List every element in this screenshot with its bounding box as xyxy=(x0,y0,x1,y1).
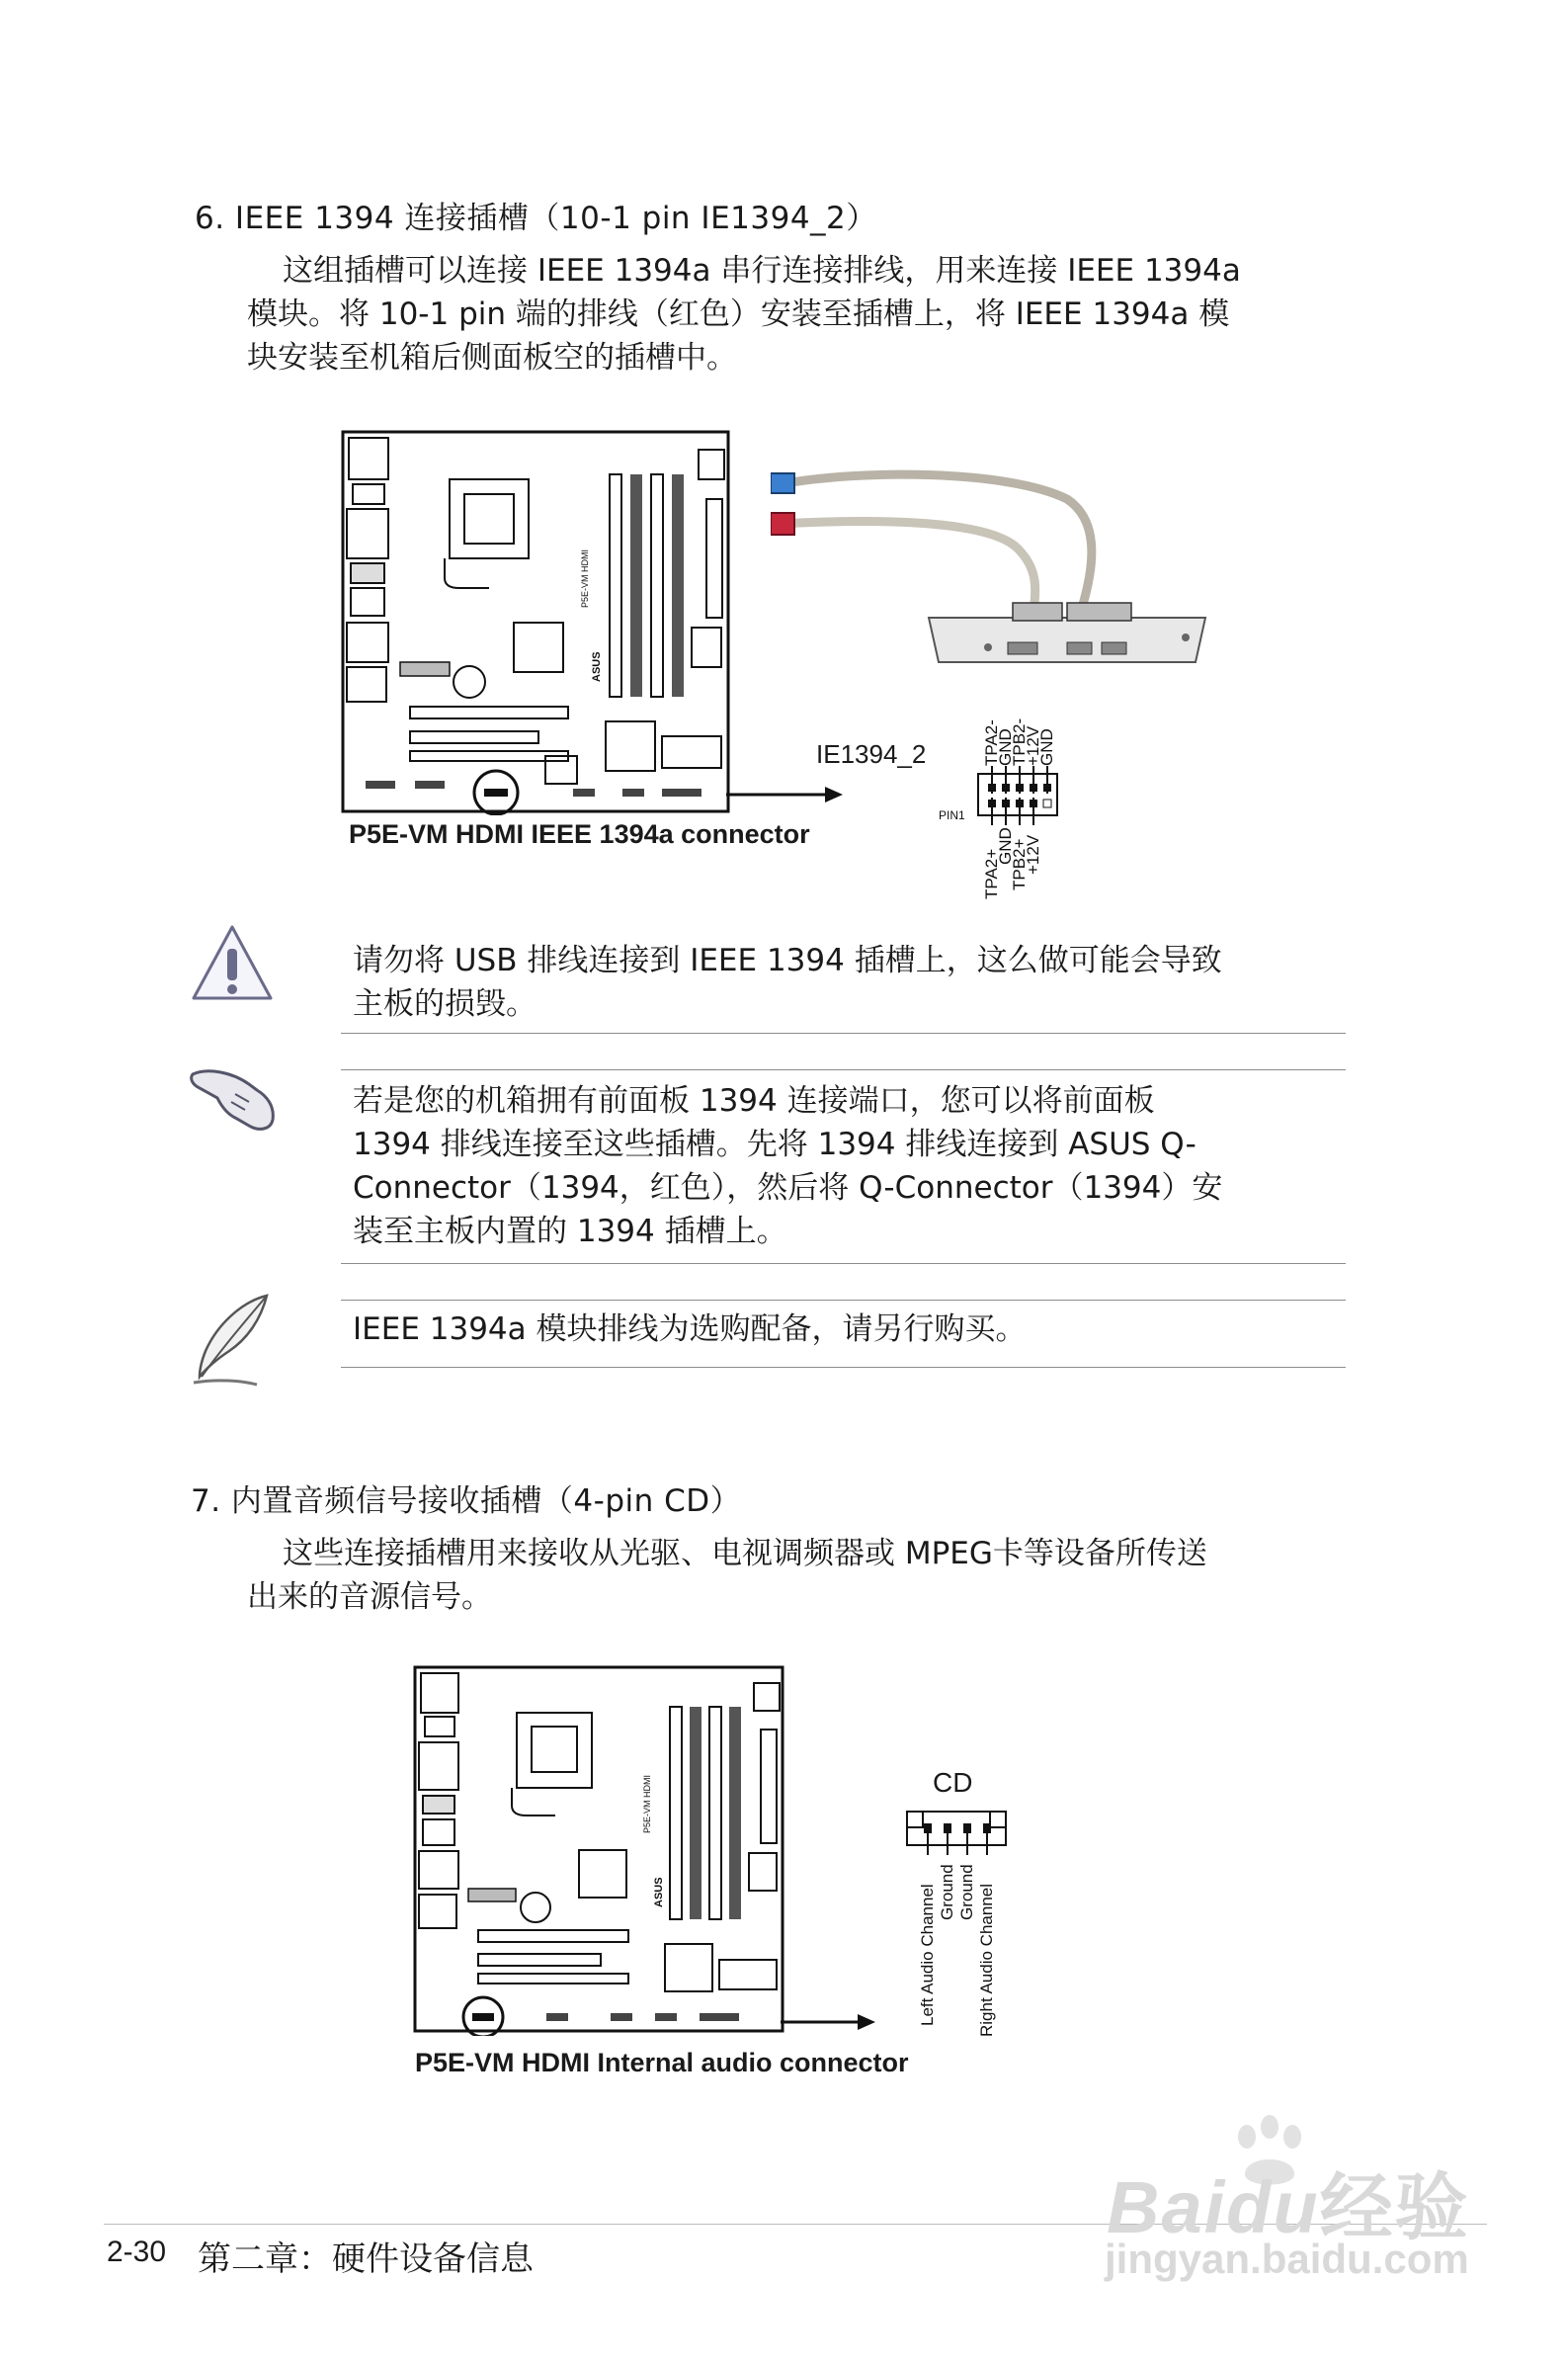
divider xyxy=(341,1033,1346,1034)
motherboard-diagram-audio xyxy=(413,1665,788,2036)
watermark-brand: Bai xyxy=(1107,2166,1227,2248)
section-6-figure-caption: P5E-VM HDMI IEEE 1394a connector xyxy=(349,819,810,849)
tip-line: 若是您的机箱拥有前面板 1394 连接端口，您可以将前面板 xyxy=(353,1083,1155,1119)
cd-pin-label: Left Audio Channel xyxy=(918,1884,937,2026)
warning-triangle-icon xyxy=(188,919,277,1008)
red-cable-plug xyxy=(771,513,794,535)
pin-label-top: GND xyxy=(996,728,1015,766)
warning-note xyxy=(353,939,1346,1026)
connector-name-ie1394: IE1394_2 xyxy=(816,739,927,769)
ie1394-header-highlight xyxy=(484,789,508,797)
cd-pinout-diagram xyxy=(889,1804,1047,2041)
section-7-paragraph xyxy=(247,1532,1363,1619)
board-brand-label: ASUS xyxy=(591,651,603,682)
board-model-label: P5E-VM HDMI xyxy=(580,549,590,608)
tip-line: 装至主板内置的 1394 插槽上。 xyxy=(353,1214,787,1249)
quill-pen-icon xyxy=(188,1290,277,1389)
section-7-figure-caption: P5E-VM HDMI Internal audio connector xyxy=(415,2048,909,2077)
divider xyxy=(341,1300,1346,1301)
pin-label-bottom: GND xyxy=(996,827,1015,865)
divider xyxy=(341,1263,1346,1264)
watermark-suffix: 经验 xyxy=(1319,2165,1470,2250)
note-text: IEEE 1394a 模块排线为选购配备，请另行购买。 xyxy=(353,1311,1027,1347)
warning-line: 主板的损毁。 xyxy=(353,986,536,1022)
paragraph-line: 模块。将 10-1 pin 端的排线（红色）安装至插槽上，将 IEEE 1394a 模 xyxy=(247,296,1230,332)
tip-note xyxy=(353,1079,1346,1253)
connector-name-cd: CD xyxy=(933,1767,973,1798)
pointer-arrow xyxy=(781,2008,879,2038)
watermark-brand-2: du xyxy=(1226,2166,1320,2248)
section-6-paragraph xyxy=(247,249,1363,380)
pin-label-top: TPB2- xyxy=(1010,718,1029,766)
footer-chapter-title: 第二章：硬件设备信息 xyxy=(198,2239,534,2279)
tip-line: Connector（1394，红色），然后将 Q-Connector（1394）安 xyxy=(353,1170,1223,1206)
pointing-hand-icon xyxy=(188,1062,287,1137)
pointer-arrow xyxy=(726,781,845,810)
paragraph-line: 出来的音源信号。 xyxy=(247,1579,492,1615)
pin-label-bottom: TPB2+ xyxy=(1010,838,1029,890)
cd-pin-label: Ground xyxy=(957,1864,976,1920)
motherboard-diagram-1394 xyxy=(341,430,736,815)
board-model-label: P5E-VM HDMI xyxy=(642,1774,652,1833)
divider xyxy=(341,1367,1346,1368)
footer-page-number: 2-30 xyxy=(107,2236,167,2268)
cd-pin-label: Right Audio Channel xyxy=(977,1883,996,2037)
pin-label-bottom: TPA2+ xyxy=(982,848,1001,899)
divider xyxy=(341,1069,1346,1070)
ieee1394-bracket-illustration xyxy=(771,440,1215,672)
tip-line: 1394 排线连接至这些插槽。先将 1394 排线连接到 ASUS Q- xyxy=(353,1127,1197,1162)
blue-cable-plug xyxy=(771,473,794,493)
warning-line: 请勿将 USB 排线连接到 IEEE 1394 插槽上，这么做可能会导致 xyxy=(353,943,1222,978)
watermark-url: jingyan.baidu.com xyxy=(1105,2236,1469,2282)
pin-label-top: +12V xyxy=(1024,725,1042,766)
pin-label-top: TPA2- xyxy=(982,719,1001,766)
paragraph-line: 块安装至机箱后侧面板空的插槽中。 xyxy=(247,340,737,376)
section-7-heading: 7. 内置音频信号接收插槽（4-pin CD） xyxy=(191,1483,742,1519)
pin-label-bottom: +12V xyxy=(1024,834,1042,875)
section-6-heading: 6. IEEE 1394 连接插槽（10-1 pin IE1394_2） xyxy=(195,201,877,236)
board-brand-label: ASUS xyxy=(653,1877,665,1907)
pin1-label: PIN1 xyxy=(939,808,965,822)
paragraph-line: 这些连接插槽用来接收从光驱、电视调频器或 MPEG卡等设备所传送 xyxy=(283,1536,1207,1571)
cd-pin-label: Ground xyxy=(938,1864,956,1920)
cd-header-highlight xyxy=(472,2013,494,2021)
ie1394-pinout-diagram xyxy=(939,697,1097,904)
pin-label-top: GND xyxy=(1037,728,1056,766)
paragraph-line: 这组插槽可以连接 IEEE 1394a 串行连接排线，用来连接 IEEE 1394a xyxy=(283,253,1241,289)
